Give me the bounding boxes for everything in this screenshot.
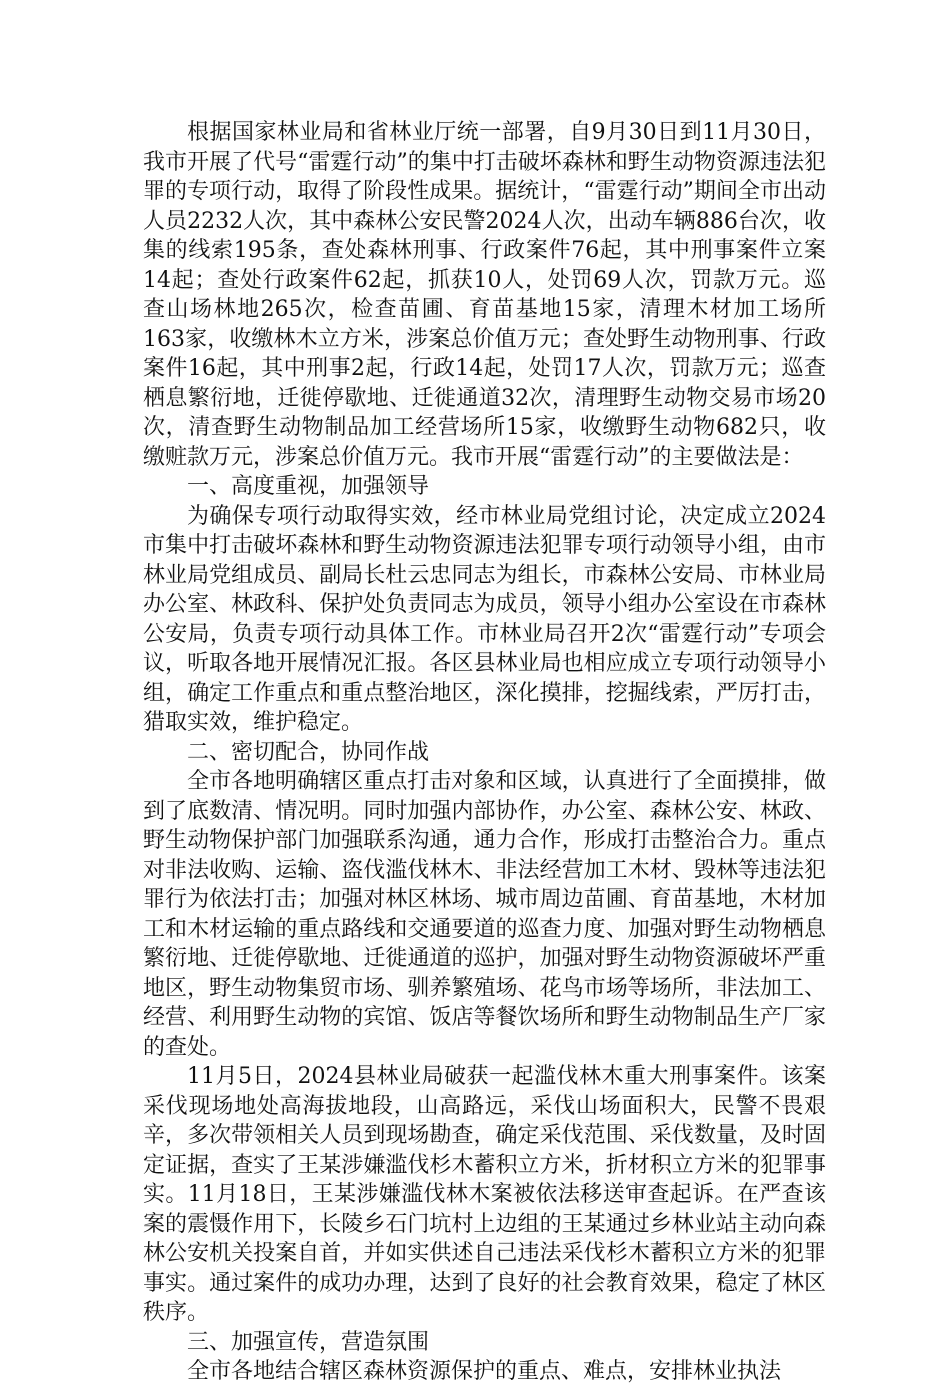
paragraph-case: 11月5日，2024县林业局破获一起滥伐林木重大刑事案件。该案采伐现场地处高海拔地段，山高路远，采伐山场面积大，民警不畏艰辛，多次带领相关人员到现场勘查，确定采伐范围、采伐数量，及时固定证据，查实了王某涉嫌滥伐杉木蓄积立方米，折材积立方米的犯罪事实。11月18日，王某涉嫌滥伐林木案被依法移送审查起诉。在严查该案的震慑作用下，长陵乡石门坑村上边组的王某通过乡林业站主动向森林公安机关投案自首，并如实供述自己违法采伐杉木蓄积立方米的犯罪事实。通过案件的成功办理，达到了良好的社会教育效果，稳定了林区秩序。 [143,1064,826,1325]
section-heading-3: 三、加强宣传，营造氛围 [187,1329,430,1355]
paragraph-section-1: 为确保专项行动取得实效，经市林业局党组讨论，决定成立2024市集中打击破坏森林和野生动物资源违法犯罪专项行动领导小组，由市林业局党组成员、副局长杜云忠同志为组长，市森林公安局、市林业局办公室、林政科、保护处负责同志为成员，领导小组办公室设在市森林公安局，负责专项行动具体工作。市林业局召开2次“雷霆行动”专项会议，听取各地开展情况汇报。各区县林业局也相应成立专项行动领导小组，确定工作重点和重点整治地区，深化摸排，挖掘线索，严厉打击，猎取实效，维护稳定。 [143,503,826,735]
paragraph-section-3: 全市各地结合辖区森林资源保护的重点、难点，安排林业执法 [187,1359,782,1384]
document-body [143,118,826,1387]
section-heading-1: 一、高度重视，加强领导 [187,474,430,499]
section-heading-2: 二、密切配合，协同作战 [187,739,430,765]
paragraph-section-2: 全市各地明确辖区重点打击对象和区域，认真进行了全面摸排，做到了底数清、情况明。同时加强内部协作，办公室、森林公安、林政、野生动物保护部门加强联系沟通，通力合作，形成打击整治合力。重点对非法收购、运输、盗伐滥伐林木、非法经营加工木材、毁林等违法犯罪行为依法打击；加强对林区林场、城市周边苗圃、育苗基地，木材加工和木材运输的重点路线和交通要道的巡查力度、加强对野生动物栖息繁衍地、迁徙停歇地、迁徙通道的巡护，加强对野生动物资源破坏严重地区，野生动物集贸市场、驯养繁殖场、花鸟市场等场所，非法加工、经营、利用野生动物的宾馆、饭店等餐饮场所和野生动物制品生产厂家的查处。 [143,769,826,1060]
paragraph-intro: 根据国家林业局和省林业厅统一部署，自9月30日到11月30日，我市开展了代号“雷霆行动”的集中打击破坏森林和野生动物资源违法犯罪的专项行动，取得了阶段性成果。据统计，“雷霆行动”期间全市出动人员2232人次，其中森林公安民警2024人次，出动车辆886台次，收集的线索195条，查处森林刑事、行政案件76起，其中刑事案件立案14起；查处行政案件62起，抓获10人，处罚69人次，罚款万元。巡查山场林地265次，检查苗圃、育苗基地15家，清理木材加工场所163家，收缴林木立方米，涉案总价值万元；查处野生动物刑事、行政案件16起，其中刑事2起，行政14起，处罚17人次，罚款万元；巡查栖息繁衍地，迁徙停歇地、迁徙通道32次，清理野生动物交易市场20次，清查野生动物制品加工经营场所15家，收缴野生动物682只，收缴赃款万元，涉案总价值万元。我市开展“雷霆行动”的主要做法是： [143,120,826,470]
